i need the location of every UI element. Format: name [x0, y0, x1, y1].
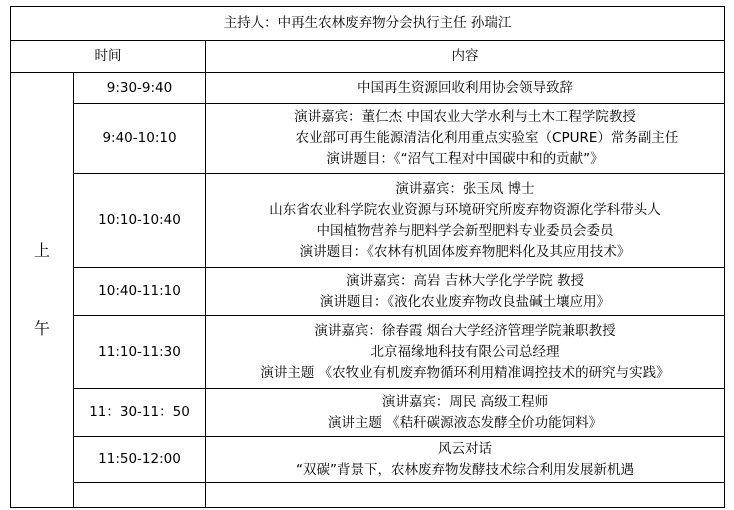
content-header: 内容 — [206, 41, 725, 73]
content-line: 演讲嘉宾：徐春霞 烟台大学经济管理学院兼职教授 — [314, 322, 616, 339]
content-cell — [206, 268, 725, 316]
period-char-am-1: 上 — [33, 241, 50, 260]
content-cell — [206, 437, 725, 483]
content-line: 演讲嘉宾：周民 高级工程师 — [381, 393, 549, 410]
content-cell — [206, 73, 725, 104]
content-cell — [206, 389, 725, 437]
header-row — [11, 41, 725, 73]
agenda-table — [10, 6, 725, 508]
table-row — [11, 437, 725, 483]
content-line: 演讲嘉宾：董仁杰 中国农业大学水利与土木工程学院教授 — [294, 109, 636, 125]
content-line: 北京福缘地科技有限公司总经理 — [370, 343, 560, 360]
content-cell — [206, 104, 725, 174]
table-row — [11, 268, 725, 316]
table-row — [11, 316, 725, 389]
period-char-am-2: 午 — [33, 319, 50, 338]
empty-time-cell — [74, 483, 206, 508]
table-row — [11, 174, 725, 268]
time-header: 时间 — [11, 41, 206, 73]
content-line: 演讲题目：《“沼气工程对中国碳中和的贡献”》 — [326, 151, 604, 167]
content-line: 演讲嘉宾：张玉凤 博士 — [395, 180, 535, 197]
period-cell — [11, 73, 74, 508]
content-cell — [206, 174, 725, 268]
time-cell: 9:30-9:40 — [74, 73, 206, 104]
time-cell: 11:10-11:30 — [74, 316, 206, 389]
content-line: “双碳”背景下，农林废弃物发酵技术综合利用发展新机遇 — [296, 461, 634, 478]
time-cell: 10:40-11:10 — [74, 268, 206, 316]
table-row — [11, 73, 725, 104]
agenda-table-wrapper — [10, 6, 724, 504]
time-cell: 11:50-12:00 — [74, 437, 206, 483]
content-line: 中国植物营养与肥料学会新型肥料专业委员会委员 — [316, 222, 614, 239]
content-line: 演讲主题 《秸秆碳源液态发酵全价功能饲料》 — [327, 414, 603, 431]
time-cell: 11：30-11：50 — [74, 389, 206, 437]
table-row-empty — [11, 483, 725, 508]
host-cell: 主持人：中再生农林废弃物分会执行主任 孙瑞江 — [11, 7, 725, 41]
time-cell: 9:40-10:10 — [74, 104, 206, 174]
host-row — [11, 7, 725, 41]
table-row — [11, 389, 725, 437]
table-row — [11, 104, 725, 174]
content-line: 演讲主题 《农牧业有机废弃物循环利用精准调控技术的研究与实践》 — [260, 364, 670, 381]
content-cell — [206, 316, 725, 389]
content-line: 演讲题目：《农林有机固体废弃物肥料化及其应用技术》 — [299, 243, 631, 260]
content-line: 中国再生资源回收利用协会领导致辞 — [357, 79, 573, 96]
empty-content-cell — [206, 483, 725, 508]
content-line: 风云对话 — [438, 440, 492, 457]
content-line: 演讲题目：《液化农业废弃物改良盐碱土壤应用》 — [319, 293, 611, 310]
content-line: 农业部可再生能源清洁化利用重点实验室（CPURE）常务副主任 — [295, 130, 679, 146]
content-line: 演讲嘉宾：高岩 吉林大学化学学院 教授 — [345, 272, 585, 289]
content-line: 山东省农业科学院农业资源与环境研究所废弃物资源化学科带头人 — [269, 201, 661, 218]
time-cell: 10:10-10:40 — [74, 174, 206, 268]
